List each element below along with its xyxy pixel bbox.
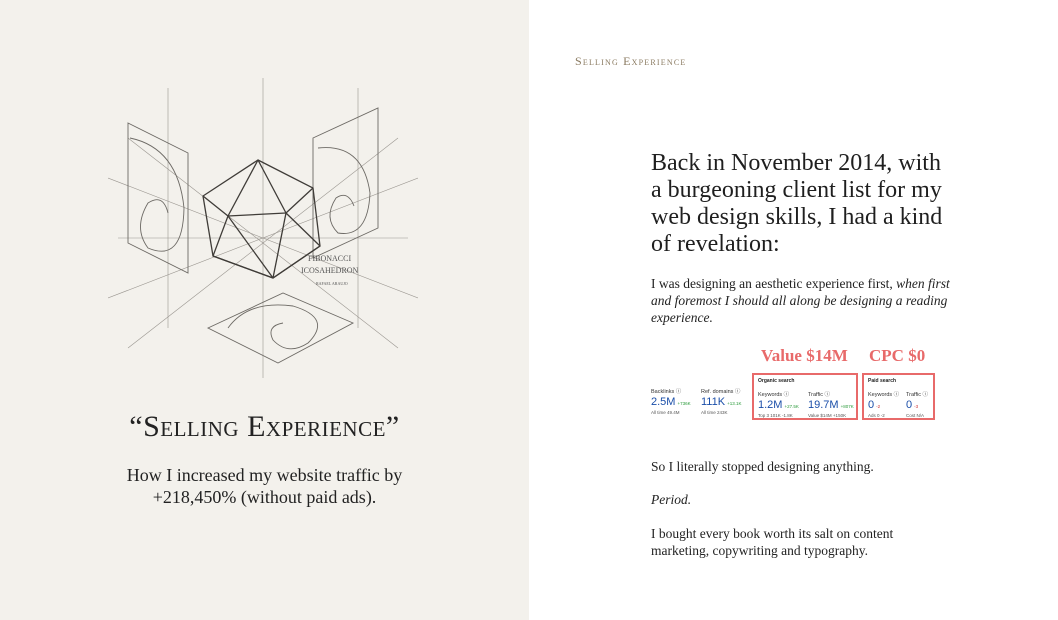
organic-search-header: Organic search — [758, 378, 795, 384]
paragraph-2: So I literally stopped designing anything. — [651, 459, 874, 474]
ref-domains-label: Ref. domains ⓘ — [701, 389, 741, 395]
book-title: “Selling Experience” — [129, 410, 400, 443]
backlinks-label: Backlinks ⓘ — [651, 389, 682, 395]
paragraph-1-italic: when first and foremost I should all along be designing a reading experience. — [651, 276, 950, 325]
illustration-signature: RAFAEL ARAUJO — [316, 281, 348, 286]
backlinks-sub: All time 49.4M — [651, 410, 680, 415]
paragraph-4: I bought every book worth its salt on content marketing, copywriting and typography. — [651, 526, 894, 558]
running-header: Selling Experience — [575, 54, 687, 68]
seo-stats-panel — [651, 372, 941, 422]
book-subtitle — [0, 464, 529, 508]
paragraph-1 — [651, 275, 951, 326]
illustration-caption-2: ICOSAHEDRON — [301, 266, 359, 275]
value-label: Value $14M — [761, 346, 848, 365]
backlinks-value: 2.5M +736K — [651, 396, 691, 408]
lead-paragraph: Back in November 2014, with a burgeoning client list for my web design skills, I had a kind of revelation: — [651, 150, 943, 257]
paragraph-3: Period. — [651, 492, 692, 507]
cpc-label: CPC $0 — [869, 346, 926, 365]
ref-domains-value: 111K +13.1K — [701, 396, 742, 408]
ref-domains-sub: All time 243K — [701, 410, 728, 415]
organic-search-box: Organic search Keywords ⓘ 1.2M +27.5K Top 3 101K -1.8K Traffic ⓘ 19.7M +807K Value $14M +150K — [752, 373, 858, 420]
paid-search-box: Paid search Keywords ⓘ 0 -2 Ads 0 -2 Traffic ⓘ 0 -3 Cost N/A — [862, 373, 935, 420]
illustration-caption-1: FIBONACCI — [308, 254, 352, 263]
right-page — [529, 0, 1058, 620]
paragraph-1-start: I was designing an aesthetic experience first, — [651, 276, 897, 291]
fibonacci-icosahedron-illustration — [108, 78, 418, 378]
subtitle-line-1: How I increased my website traffic by — [126, 465, 403, 485]
paid-search-header: Paid search — [868, 378, 897, 384]
subtitle-line-2: +218,450% (without paid ads). — [152, 487, 377, 507]
